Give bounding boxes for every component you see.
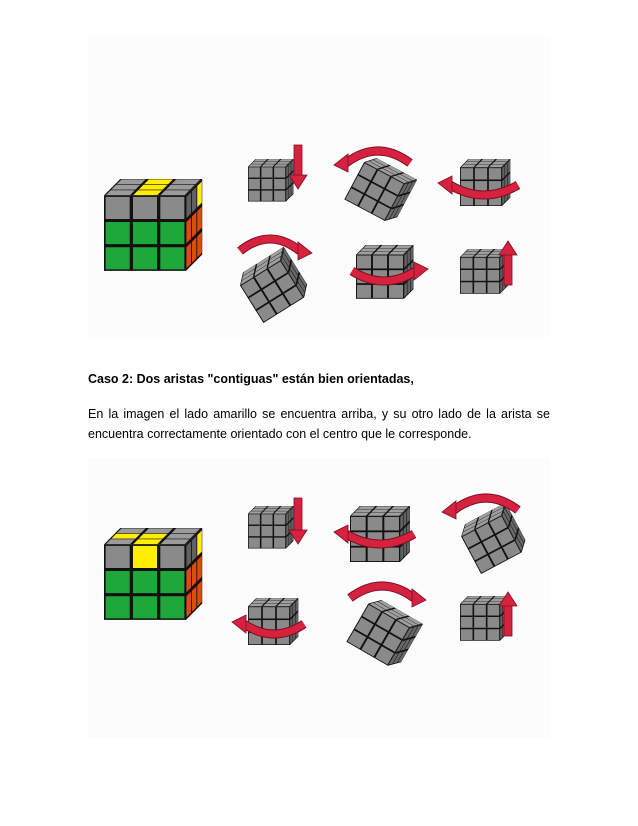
main-cube-case-2 [104,528,202,620]
rubiks-cube-icon [350,506,410,562]
case-2-diagram [88,458,550,738]
case-2-heading: Caso 2: Dos aristas "contiguas" están bien orientadas, [88,372,414,386]
case-2-description: En la imagen el lado amarillo se encuentra arriba, y su otro lado de la arista se encuentra correctamente orientado con el centro que le corresponde. [88,407,550,441]
rubiks-cube-icon [346,595,423,670]
rubiks-cube-icon [248,159,294,202]
case-1-diagram [88,37,550,337]
rubiks-cube-icon [248,506,294,549]
main-cube-case-1 [104,179,202,271]
rubiks-cube-icon [460,249,508,294]
case-2-illustration [88,458,550,738]
rubiks-cube-icon [457,503,530,574]
case-1-illustration [88,37,550,337]
rubiks-cube-icon [346,595,423,670]
rubiks-cube-icon [457,503,530,574]
